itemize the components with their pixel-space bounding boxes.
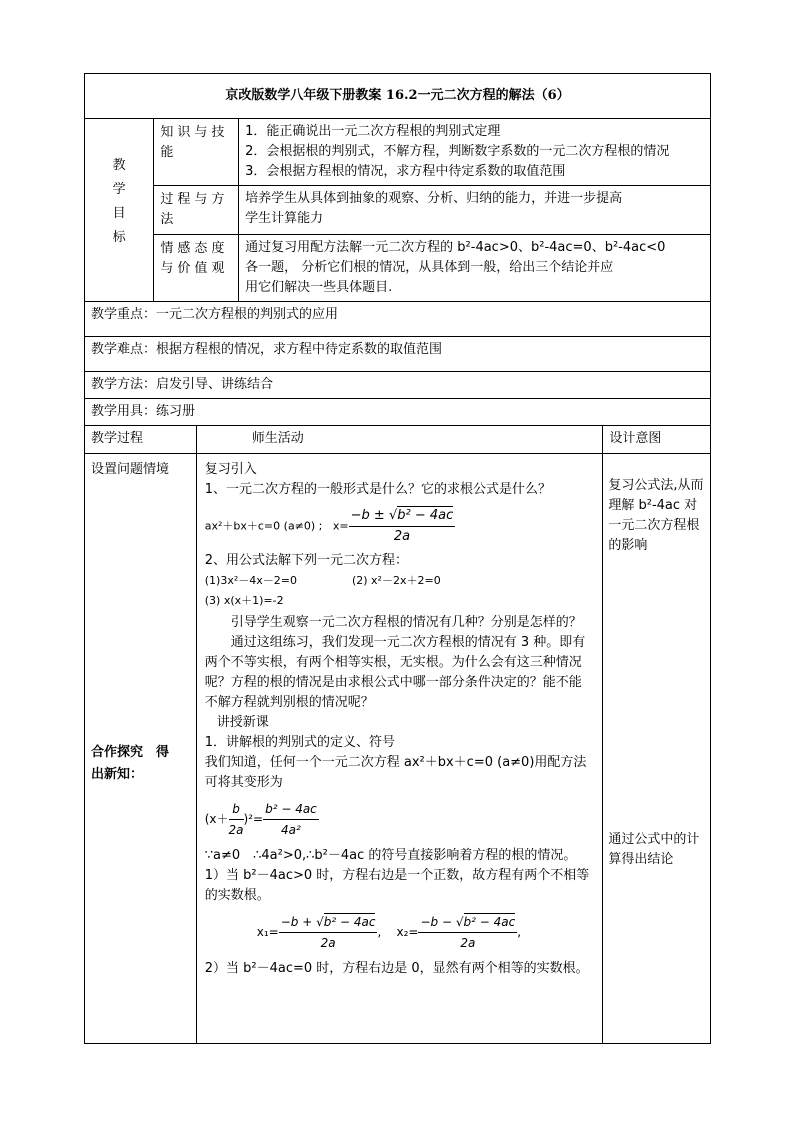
tools: 教学用具：练习册	[85, 399, 711, 426]
process-goal-2: 学生计算能力	[245, 211, 324, 226]
process-stages	[85, 454, 197, 1044]
vertex-num: b² − 4ac	[263, 799, 319, 820]
teacher-student-activity	[196, 454, 603, 1044]
case-1: 1）当 b²－4ac>0 时，方程右边是一个正数，故方程有两个不相等的实数根。	[204, 868, 590, 903]
question-2: 2、用公式法解下列一元二次方程：	[204, 553, 409, 568]
x2-label: x₂=	[396, 925, 419, 939]
lesson-plan-table	[84, 73, 711, 1044]
equation-2: (2) x²－2x＋2=0	[351, 574, 441, 587]
x2-num-b: b² − 4ac	[463, 915, 516, 929]
sqrt-icon: √	[455, 915, 464, 929]
emotion-label: 情感态度与价值观	[154, 235, 239, 302]
formula-num-b: b² − 4ac	[397, 508, 454, 523]
knowledge-goal-2: 2．会根据根的判别式，不解方程，判断数字系数的一元二次方程根的情况	[245, 144, 670, 159]
vertex-mid: )²=	[243, 812, 264, 826]
stage-2-line-b: 出新知：	[91, 767, 144, 782]
vertex-2a: 2a	[228, 823, 244, 837]
knowledge-goal-1: 1．能正确说出一元二次方程根的判别式定理	[245, 124, 501, 139]
page-title: 京改版数学八年级下册教案 16.2一元二次方程的解法（6）	[85, 74, 711, 119]
since-text: ∵a≠0 ∴4a²>0,∴b²－4ac 的符号直接影响着方程的根的情况。	[204, 848, 577, 863]
quadratic-formula	[349, 506, 456, 547]
goals-label	[85, 119, 154, 302]
method: 教学方法：启发引导、讲练结合	[85, 372, 711, 399]
stage-2-line-a: 合作探究 得	[91, 745, 170, 760]
vertex-form	[205, 799, 595, 840]
process-goals	[239, 186, 711, 235]
x2-comma: ,	[517, 925, 522, 939]
stage-1: 设置问题情境	[91, 462, 170, 477]
x1-label: x₁=	[256, 925, 279, 939]
knowledge-goal-3: 3．会根据方程根的情况，求方程中待定系数的取值范围	[245, 164, 566, 179]
process-goal-1: 培养学生从具体到抽象的观察、分析、归纳的能力，并进一步提高	[245, 191, 623, 206]
sqrt-icon: √	[316, 915, 324, 929]
key-point: 教学重点：一元二次方程根的判别式的应用	[85, 302, 711, 337]
formula-num-a: −b ±	[350, 508, 385, 523]
vertex-den: 4a²	[281, 823, 301, 837]
x1-den: 2a	[320, 936, 336, 950]
x1-num-b: b² − 4ac	[323, 915, 376, 929]
root-formula	[205, 506, 595, 547]
intent-2: 通过公式中的计算得出结论	[608, 832, 700, 867]
knowledge-goals	[239, 119, 711, 186]
vertex-frac-rhs	[263, 799, 319, 840]
header-activity: 师生活动	[196, 426, 603, 454]
case-2: 2）当 b²－4ac=0 时，方程右边是 0，显然有两个相等的实数根。	[204, 961, 589, 976]
emotion-goals	[239, 235, 711, 302]
x1-num-a: −b +	[280, 915, 313, 929]
equation-row-1	[205, 571, 595, 591]
new-lesson: 讲授新课	[216, 715, 269, 730]
know-text: 我们知道，任何一个一元二次方程 ax²＋bx＋c=0 (a≠0)用配方法可将其变形为	[204, 755, 587, 790]
sqrt-icon: √	[388, 508, 398, 523]
header-intent: 设计意图	[603, 426, 711, 454]
roots-formula: x₁= $\frac{\text{−b + √b² − 4ac}}{2a}$ , x₂= $\frac{\text{−b − √b² − 4ac}}{2a}$ ,	[257, 912, 595, 953]
general-form: ax²＋bx＋c=0 (a≠0) ;	[204, 519, 323, 533]
stage-2	[91, 742, 169, 786]
x2-num-a: −b −	[420, 915, 453, 929]
x2-frac	[418, 912, 517, 953]
x1-frac	[279, 912, 378, 953]
vertex-b: b	[229, 799, 244, 820]
question-1: 1、一元二次方程的一般形式是什么？它的求根公式是什么？	[204, 482, 552, 497]
discovery-text: 通过这组练习，我们发现一元二次方程根的情况有 3 种。即有两个不等实根，有两个相等实根，无实根。为什么会有这三种情况呢？方程的根的情况是由求根公式中哪一部分条件决定的？能不能不解方程就判别根的情况呢？	[204, 635, 586, 710]
design-intent	[603, 454, 711, 1044]
review-title: 复习引入	[204, 462, 257, 477]
vertex-left: (x＋	[204, 812, 229, 826]
goals-label-text: 教学目标	[112, 158, 126, 245]
x-equals: x=	[332, 519, 349, 533]
formula-den: 2a	[393, 529, 411, 544]
intent-1: 复习公式法,从而理解 b²-4ac 对一元二次方程根的影响	[608, 478, 704, 553]
emotion-goal-2: 各一题， 分析它们根的情况，从具体到一般，给出三个结论并应	[245, 260, 614, 275]
process-label: 过程与方法	[154, 186, 239, 235]
guide-text: 引导学生观察一元二次方程根的情况有几种？分别是怎样的？	[230, 615, 582, 630]
knowledge-label: 知识与技能	[154, 119, 239, 186]
equation-3: (3) x(x＋1)=-2	[204, 594, 284, 607]
item-1: 1．讲解根的判别式的定义、符号	[204, 735, 396, 750]
emotion-goal-3: 用它们解决一些具体题目.	[245, 280, 393, 295]
emotion-goal-1: 通过复习用配方法解一元二次方程的 b²-4ac>0、b²-4ac=0、b²-4ac<0	[245, 240, 666, 255]
vertex-frac-b	[229, 799, 244, 840]
equation-1: (1)3x²－4x－2=0	[204, 574, 297, 587]
difficulty: 教学难点：根据方程根的情况，求方程中待定系数的取值范围	[85, 337, 711, 372]
x2-den: 2a	[460, 936, 476, 950]
header-process: 教学过程	[85, 426, 197, 454]
